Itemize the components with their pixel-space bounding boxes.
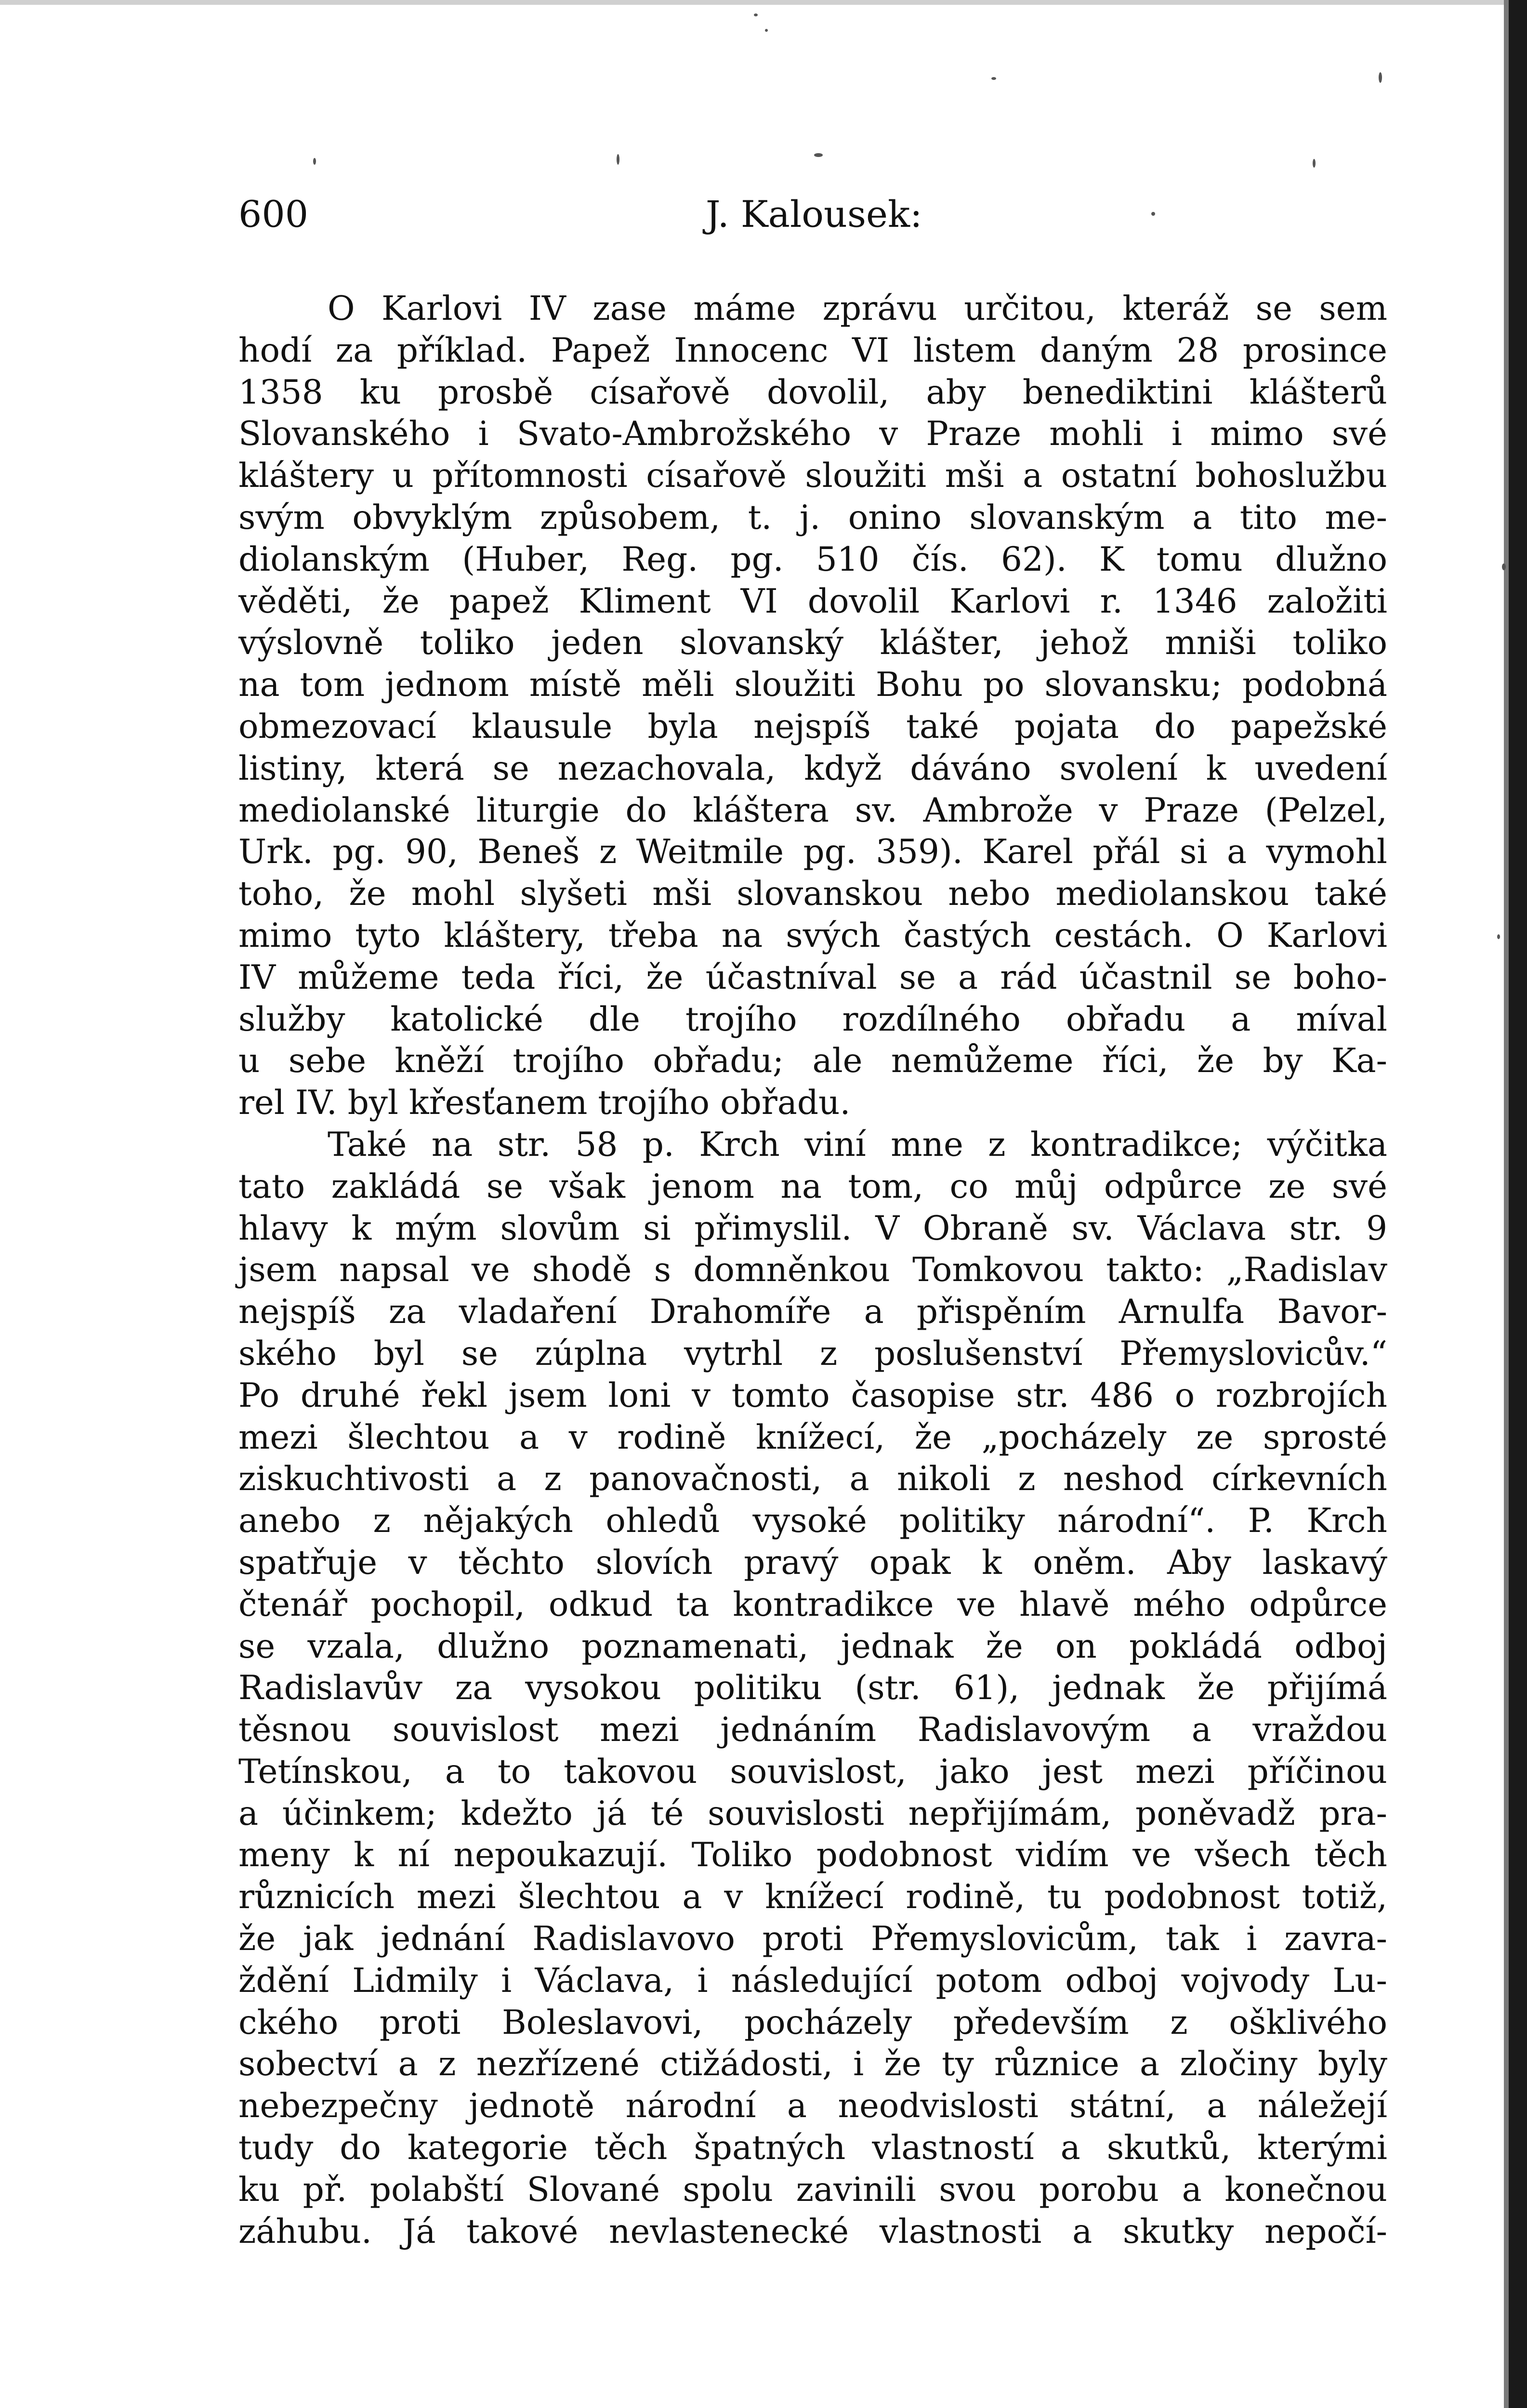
text-line: listiny, která se nezachovala, když dáváno svolení k uvedení [238,749,1387,788]
text-line: se vzala, dlužno poznamenati, jednak že on pokládá odboj [238,1627,1387,1666]
text-line: Urk. pg. 90, Beneš z Weitmile pg. 359). Karel přál si a vymohl [238,833,1387,872]
text-line: u sebe kněží trojího obřadu; ale nemůžeme říci, že by Ka- [238,1042,1387,1081]
text-line: hlavy k mým slovům si přimyslil. V Obraně sv. Václava str. 9 [238,1209,1387,1248]
scan-speck [814,153,823,157]
text-line: nebezpečny jednotě národní a neodvislosti státní, a náležejí [238,2087,1387,2126]
text-line: jsem napsal ve shodě s domněnkou Tomkovou takto: „Radislav [238,1251,1387,1290]
text-line: že jak jednání Radislavovo proti Přemyslovicům, tak i zavra- [238,1920,1387,1959]
text-line: Po druhé řekl jsem loni v tomto časopise str. 486 o rozbrojích [238,1376,1387,1415]
scan-speck [313,158,316,165]
text-line: tato zakládá se však jenom na tom, co můj odpůrce ze své [238,1167,1387,1206]
body-text [238,288,1387,2252]
text-line: Tetínskou, a to takovou souvislost, jako jest mezi příčinou [238,1752,1387,1791]
page-top-edge [0,0,1527,5]
text-line: ždění Lidmily i Václava, i následující potom odboj vojvody Lu- [238,1961,1387,2000]
page-right-shadow [1504,0,1509,2408]
text-line: služby katolické dle trojího rozdílného obřadu a míval [238,1000,1387,1039]
text-line: ského byl se zúplna vytrhl z poslušenství Přemyslovicův.“ [238,1334,1387,1373]
text-line: toho, že mohl slyšeti mši slovanskou nebo mediolanskou také [238,875,1387,914]
text-line: O Karlovi IV zase máme zprávu určitou, kteráž se sem [328,289,1387,328]
scan-speck [991,77,996,80]
text-line: mimo tyto kláštery, třeba na svých častých cestách. O Karlovi [238,916,1387,955]
text-line: věděti, že papež Kliment VI dovolil Karlovi r. 1346 založiti [238,582,1387,621]
text-line: diolanským (Huber, Reg. pg. 510 čís. 62). K tomu dlužno [238,540,1387,579]
text-line: čtenář pochopil, odkud ta kontradikce ve hlavě mého odpůrce [238,1585,1387,1624]
text-line: kláštery u přítomnosti císařově sloužiti mši a ostatní bohoslužbu [238,457,1387,496]
scan-speck [765,29,768,32]
text-line: nejspíš za vladaření Drahomíře a přispěním Arnulfa Bavor- [238,1293,1387,1332]
text-line: svým obvyklým způsobem, t. j. onino slovanským a tito me- [238,498,1387,537]
text-line: mezi šlechtou a v rodině knížecí, že „pocházely ze sprosté [238,1418,1387,1457]
text-line: záhubu. Já takové nevlastenecké vlastnosti a skutky nepočí- [238,2212,1387,2251]
text-line: meny k ní nepoukazují. Toliko podobnost vidím ve všech těch [238,1836,1387,1875]
scan-speck [1502,563,1506,570]
page-number: 600 [238,193,309,236]
text-line: mediolanské liturgie do kláštera sv. Ambrože v Praze (Pelzel, [238,791,1387,830]
page-right-edge [1509,0,1527,2408]
text-line: výslovně toliko jeden slovanský klášter, jehož mniši toliko [238,624,1387,663]
text-line: Radislavův za vysokou politiku (str. 61), jednak že přijímá [238,1669,1387,1708]
text-line: ku př. polabští Slované spolu zavinili svou porobu a konečnou [238,2170,1387,2209]
scan-speck [1497,934,1500,939]
scan-speck [1313,159,1316,168]
text-line: na tom jednom místě měli sloužiti Bohu po slovansku; podobná [238,666,1387,705]
scan-speck [1379,72,1382,83]
text-line: Slovanského i Svato-Ambrožského v Praze mohli i mimo své [238,415,1387,454]
text-line: tudy do kategorie těch špatných vlastností a skutků, kterými [238,2129,1387,2168]
text-line: ziskuchtivosti a z panovačnosti, a nikoli z neshod církevních [238,1460,1387,1499]
text-line: sobectví a z nezřízené ctižádosti, i že ty různice a zločiny byly [238,2045,1387,2084]
text-line: hodí za příklad. Papež Innocenc VI listem daným 28 prosince [238,331,1387,370]
text-line: rel IV. byl křesťanem trojího obřadu. [238,1084,851,1123]
text-line: anebo z nějakých ohledů vysoké politiky národní“. P. Krch [238,1502,1387,1541]
scan-speck [754,13,758,16]
page-header [238,193,1385,246]
text-line: ckého proti Boleslavovi, pocházely především z ošklivého [238,2003,1387,2042]
text-line: a účinkem; kdežto já té souvislosti nepřijímám, poněvadž pra- [238,1794,1387,1833]
text-line: různicích mezi šlechtou a v knížecí rodině, tu podobnost totiž, [238,1878,1387,1917]
text-line: Také na str. 58 p. Krch viní mne z kontradikce; výčitka [328,1125,1387,1164]
text-line: 1358 ku prosbě císařově dovolil, aby benediktini klášterů [238,373,1387,412]
text-line: těsnou souvislost mezi jednáním Radislavovým a vraždou [238,1711,1387,1750]
text-line: spatřuje v těchto slovích pravý opak k oněm. Aby laskavý [238,1543,1387,1582]
text-line: obmezovací klausule byla nejspíš také pojata do papežské [238,707,1387,746]
running-head: J. Kalousek: [706,193,922,236]
text-line: IV můžeme teda říci, že účastníval se a rád účastnil se boho- [238,958,1387,997]
scan-speck [617,154,619,165]
